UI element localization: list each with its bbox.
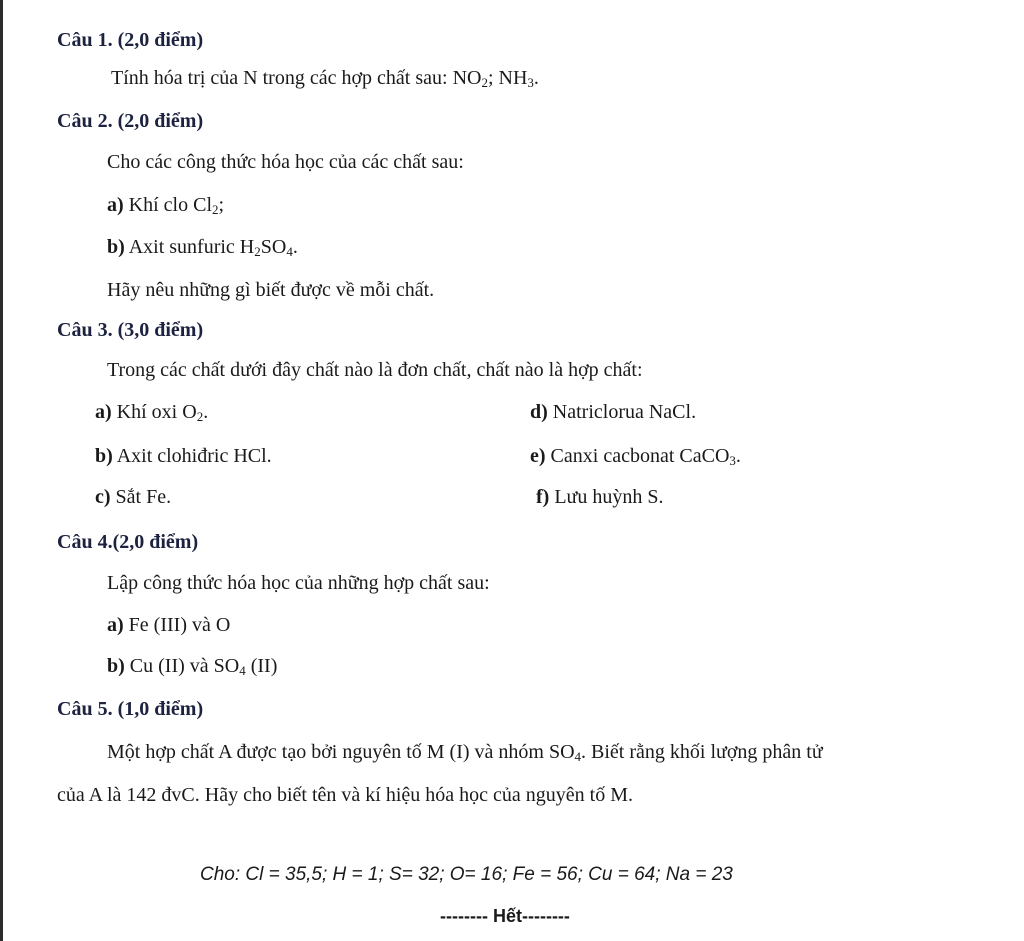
q3-a-text: Khí oxi (111, 401, 183, 423)
question-3-item-d (530, 400, 696, 424)
q2-a-sub: 2 (212, 202, 219, 217)
q2-b-sub-2: 4 (286, 244, 293, 259)
q1-text-main: Tính hóa trị của N trong các hợp chất sau: (111, 67, 453, 89)
q3-f-letter: f) (536, 486, 550, 508)
q3-e-text: Canxi cacbonat (545, 445, 680, 467)
end-dashes-left: -------- (440, 906, 488, 926)
q2-b-text: Axit sunfuric (124, 236, 240, 258)
q2-b-formula-h: H (239, 236, 255, 258)
question-5-paragraph-2: của A là 142 đvC. Hãy cho biết tên và kí hiệu hóa học của nguyên tố M. (57, 784, 633, 806)
q4-b-text: Cu (II) và (124, 655, 214, 677)
q5-p1-sub: 4 (574, 749, 582, 764)
end-dashes-right: -------- (521, 906, 570, 926)
question-2-intro: Cho các công thức hóa học của các chất sau: (107, 151, 464, 173)
question-1-heading: Câu 1. (2,0 điểm) (57, 29, 204, 51)
q3-c-letter: c) (95, 486, 111, 508)
q1-formula-1: NO (452, 67, 482, 89)
q5-p1-a: Một hợp chất A được tạo bởi nguyên tố M (I) và nhóm (107, 741, 549, 763)
question-3-intro: Trong các chất dưới đây chất nào là đơn chất, chất nào là hợp chất: (107, 359, 643, 381)
end-word: Hết (487, 906, 522, 926)
q2-a-text: Khí clo (123, 194, 194, 216)
q4-a-text: Fe (III) và O (123, 614, 231, 636)
q5-p1-formula: SO (548, 741, 575, 763)
q4-b-formula: SO (213, 655, 240, 677)
question-4-heading: Câu 4.(2,0 điểm) (57, 531, 199, 553)
question-4-item-a (107, 613, 230, 637)
q2-b-end: . (292, 236, 298, 258)
q3-c-text: Sắt Fe. (110, 486, 172, 508)
question-4-intro: Lập công thức hóa học của những hợp chất sau: (107, 572, 490, 594)
question-3-item-e (530, 444, 741, 468)
q4-b-letter: b) (107, 655, 125, 677)
question-3-item-a (95, 400, 208, 424)
question-5-heading: Câu 5. (1,0 điểm) (57, 698, 204, 720)
q1-sep: ; (487, 67, 499, 89)
q4-b-end: (II) (245, 655, 278, 677)
q3-e-end: . (735, 445, 741, 467)
q2-b-sub-1: 2 (254, 244, 261, 259)
q2-b-formula-so: SO (260, 236, 287, 258)
q3-b-letter: b) (95, 445, 113, 467)
q3-e-letter: e) (530, 445, 546, 467)
q4-b-sub: 4 (239, 663, 246, 678)
q3-a-sub: 2 (196, 409, 204, 424)
q2-a-letter: a) (107, 194, 124, 216)
q1-end: . (533, 67, 539, 89)
question-3-heading: Câu 3. (3,0 điểm) (57, 319, 204, 341)
q3-d-letter: d) (530, 401, 548, 423)
q5-p1-b: . Biết rằng khối lượng phân tử (581, 741, 823, 763)
q4-a-letter: a) (107, 614, 124, 636)
question-2-item-b (107, 235, 298, 259)
question-5-paragraph-1 (107, 740, 823, 764)
question-3-item-b (95, 444, 272, 468)
q3-b-text: Axit clohiđric HCl. (112, 445, 272, 467)
question-2-heading: Câu 2. (2,0 điểm) (57, 110, 204, 132)
q1-formula-2-sub: 3 (527, 75, 534, 90)
question-4-item-b (107, 654, 277, 678)
q3-a-letter: a) (95, 401, 112, 423)
q3-f-text: Lưu huỳnh S. (549, 486, 664, 508)
q2-a-end: ; (218, 194, 225, 216)
q2-a-formula: Cl (193, 194, 213, 216)
q3-d-text: Natriclorua NaCl. (547, 401, 697, 423)
question-2-item-a (107, 193, 224, 217)
q3-a-end: . (203, 401, 209, 423)
question-2-ask: Hãy nêu những gì biết được về mỗi chất. (107, 279, 435, 301)
q3-e-formula: CaCO (679, 445, 730, 467)
q1-formula-2: NH (498, 67, 528, 89)
end-marker (440, 904, 570, 928)
q2-b-letter: b) (107, 236, 125, 258)
q3-a-formula: O (182, 401, 197, 423)
question-3-item-c (95, 485, 171, 509)
question-3-item-f (536, 485, 664, 509)
q1-formula-1-sub: 2 (481, 75, 488, 90)
given-atomic-masses: Cho: Cl = 35,5; H = 1; S= 32; O= 16; Fe = 56; Cu = 64; Na = 23 (200, 864, 733, 885)
question-1-text (111, 66, 539, 90)
q3-e-sub: 3 (729, 453, 736, 468)
